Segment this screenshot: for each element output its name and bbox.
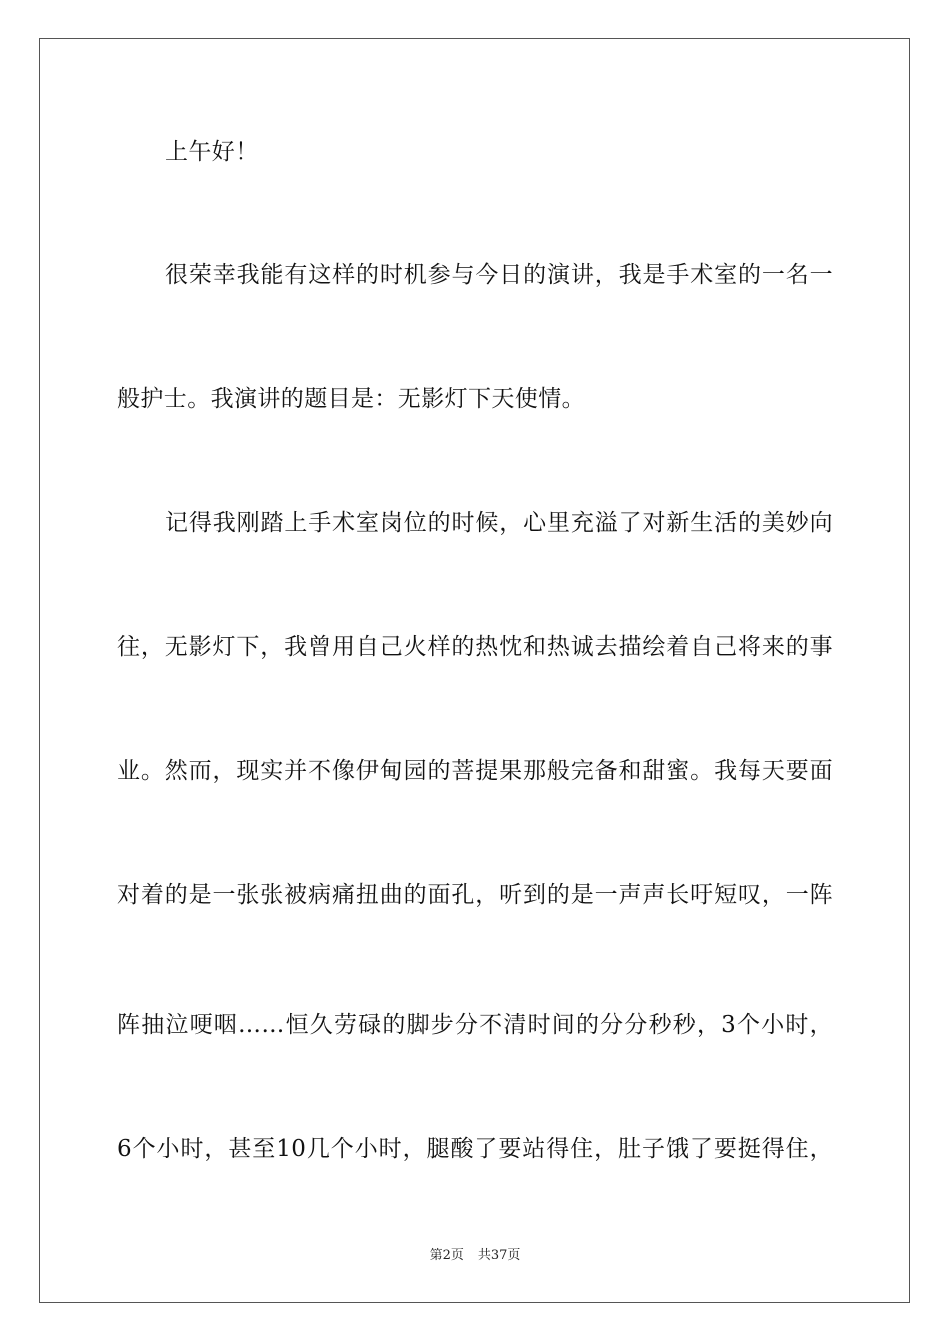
paragraph-line: 记得我刚踏上手术室岗位的时候，心里充溢了对新生活的美妙向	[165, 510, 833, 536]
page-total: 共37页	[477, 1248, 521, 1263]
greeting-line: 上午好！	[165, 139, 259, 165]
page-footer	[0, 1248, 950, 1264]
paragraph-line: 业。然而，现实并不像伊甸园的菩提果那般完备和甜蜜。我每天要面	[117, 758, 833, 784]
paragraph-line: 般护士。我演讲的题目是：无影灯下天使情。	[117, 386, 585, 412]
paragraph-line: 很荣幸我能有这样的时机参与今日的演讲，我是手术室的一名一	[165, 262, 833, 288]
paragraph-line: 6个小时，甚至10几个小时，腿酸了要站得住，肚子饿了要挺得住，	[117, 1136, 833, 1162]
paragraph-line: 往，无影灯下，我曾用自己火样的热忱和热诚去描绘着自己将来的事	[117, 634, 833, 660]
page-border	[39, 38, 910, 1303]
paragraph-line: 对着的是一张张被病痛扭曲的面孔，听到的是一声声长吁短叹，一阵	[117, 882, 833, 908]
page-number: 第2页	[429, 1248, 464, 1263]
paragraph-line: 阵抽泣哽咽……恒久劳碌的脚步分不清时间的分分秒秒，3个小时，	[117, 1012, 833, 1038]
